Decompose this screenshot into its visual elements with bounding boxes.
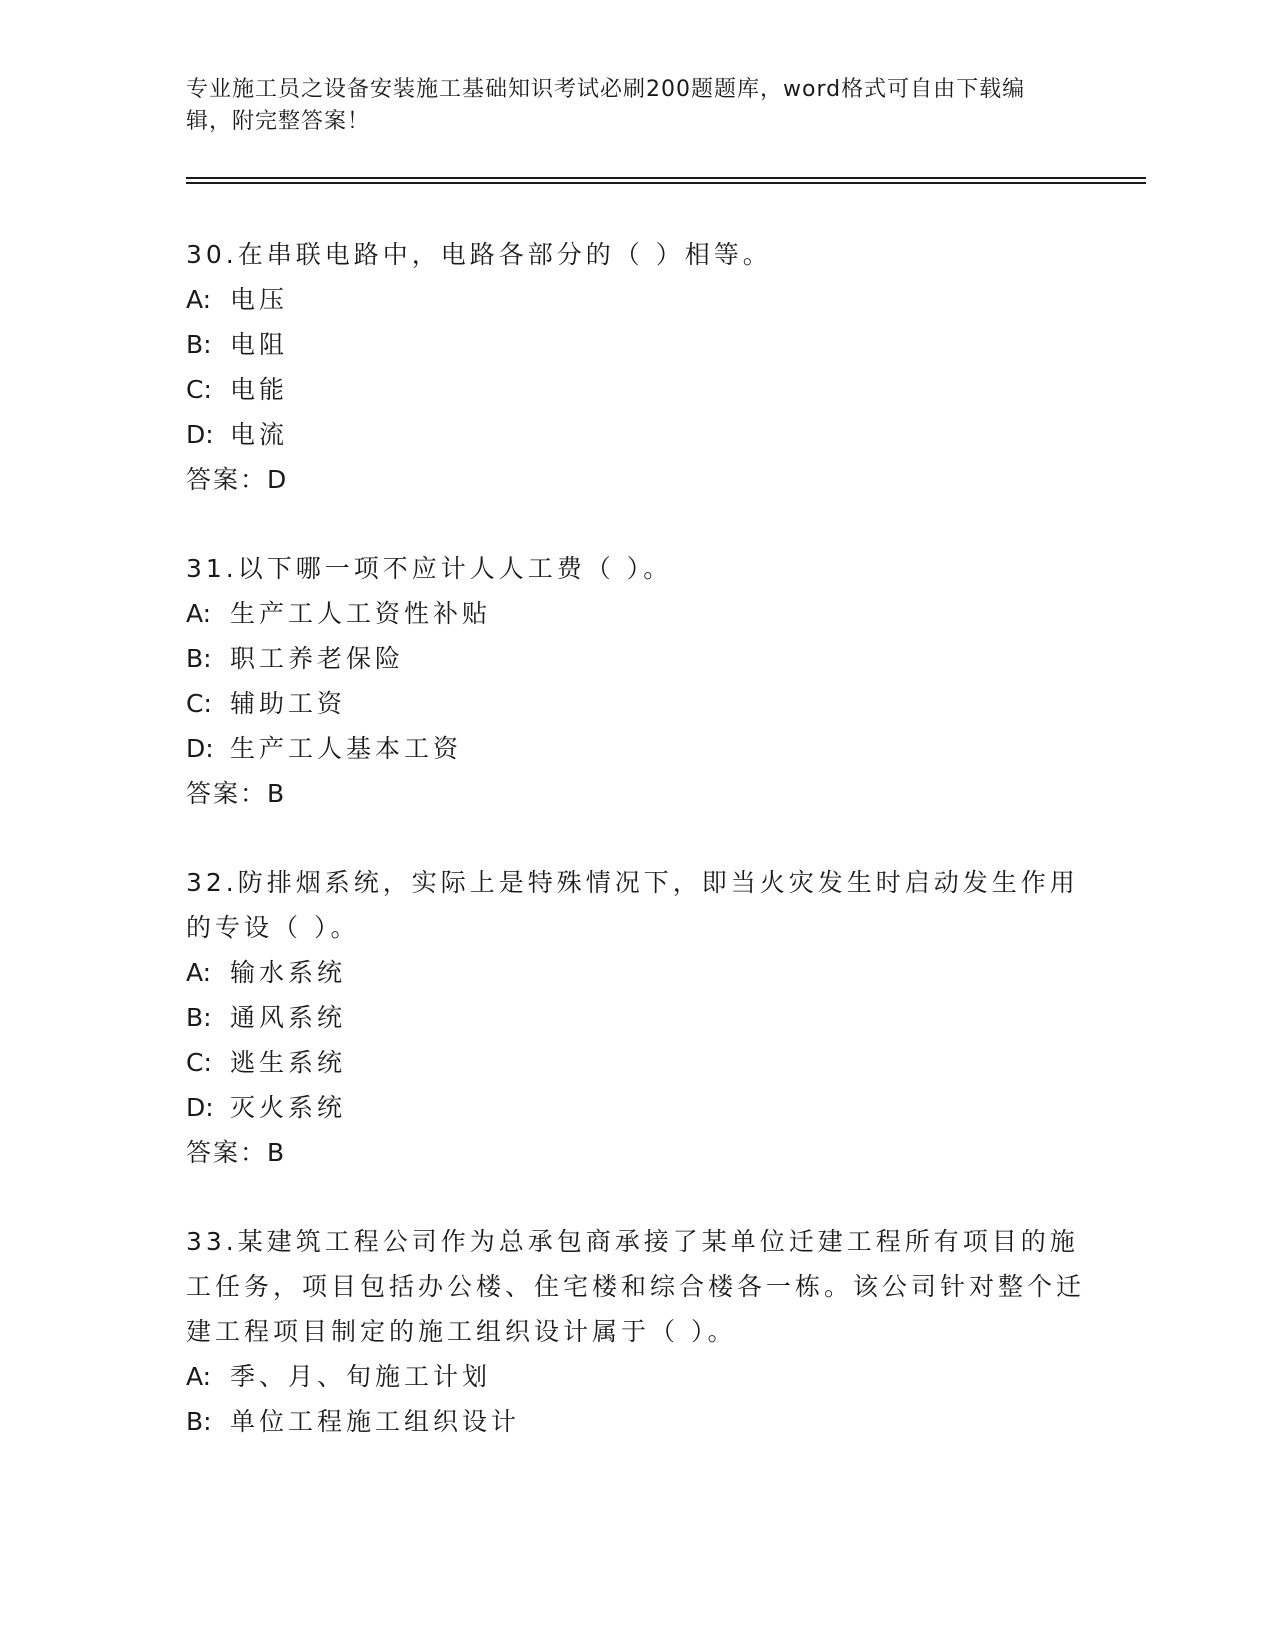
- option-text: 生产工人工资性补贴: [230, 599, 492, 628]
- option-text: 电压: [230, 285, 289, 314]
- option-key: C:: [186, 689, 212, 718]
- option-b: [186, 636, 1086, 681]
- option-text: 辅助工资: [230, 689, 347, 718]
- question-text: 33.某建筑工程公司作为总承包商承接了某单位迁建工程所有项目的施工任务，项目包括办公楼、住宅楼和综合楼各一栋。该公司针对整个迁建工程项目制定的施工组织设计属于（ ）。: [186, 1227, 1086, 1346]
- answer-text: 答案：B: [186, 1138, 287, 1167]
- option-a: [186, 950, 1086, 995]
- option-a: [186, 591, 1086, 636]
- option-key: C:: [186, 1048, 212, 1077]
- header-divider-bottom: [186, 182, 1146, 184]
- question-list: [186, 232, 1086, 1488]
- option-text: 电能: [230, 375, 289, 404]
- question-32: [186, 860, 1086, 1175]
- option-key: B:: [186, 644, 212, 673]
- option-key: B:: [186, 1003, 212, 1032]
- option-c: [186, 681, 1086, 726]
- option-key: A:: [186, 958, 212, 987]
- option-text: 输水系统: [230, 958, 347, 987]
- option-d: [186, 1085, 1086, 1130]
- option-text: 逃生系统: [230, 1048, 347, 1077]
- question-text: 30.在串联电路中，电路各部分的（ ）相等。: [186, 240, 772, 269]
- question-30: [186, 232, 1086, 502]
- option-key: D:: [186, 734, 214, 763]
- option-text: 生产工人基本工资: [230, 734, 463, 763]
- option-key: D:: [186, 1093, 214, 1122]
- option-text: 电阻: [230, 330, 289, 359]
- question-33: [186, 1219, 1086, 1444]
- document-header: 专业施工员之设备安装施工基础知识考试必刷200题题库，word格式可自由下载编辑，附完整答案！: [186, 77, 1026, 134]
- option-text: 电流: [230, 420, 289, 449]
- option-text: 单位工程施工组织设计: [230, 1407, 521, 1436]
- answer-text: 答案：D: [186, 465, 289, 494]
- question-text: 31.以下哪一项不应计人人工费（ ）。: [186, 554, 673, 583]
- option-key: A:: [186, 1362, 212, 1391]
- option-d: [186, 412, 1086, 457]
- option-text: 通风系统: [230, 1003, 347, 1032]
- option-c: [186, 1040, 1086, 1085]
- option-key: B:: [186, 1407, 212, 1436]
- option-a: [186, 1354, 1086, 1399]
- option-a: [186, 277, 1086, 322]
- question-31: [186, 546, 1086, 816]
- option-c: [186, 367, 1086, 412]
- header-divider-top: [186, 177, 1146, 179]
- option-key: A:: [186, 599, 212, 628]
- option-text: 职工养老保险: [230, 644, 405, 673]
- answer-text: 答案：B: [186, 779, 287, 808]
- option-d: [186, 726, 1086, 771]
- option-key: D:: [186, 420, 214, 449]
- option-key: B:: [186, 330, 212, 359]
- option-b: [186, 322, 1086, 367]
- option-key: C:: [186, 375, 212, 404]
- option-b: [186, 1399, 1086, 1444]
- option-text: 季、月、旬施工计划: [230, 1362, 492, 1391]
- option-b: [186, 995, 1086, 1040]
- option-text: 灭火系统: [230, 1093, 347, 1122]
- question-text: 32.防排烟系统，实际上是特殊情况下，即当火灾发生时启动发生作用的专设（ ）。: [186, 868, 1079, 942]
- option-key: A:: [186, 285, 212, 314]
